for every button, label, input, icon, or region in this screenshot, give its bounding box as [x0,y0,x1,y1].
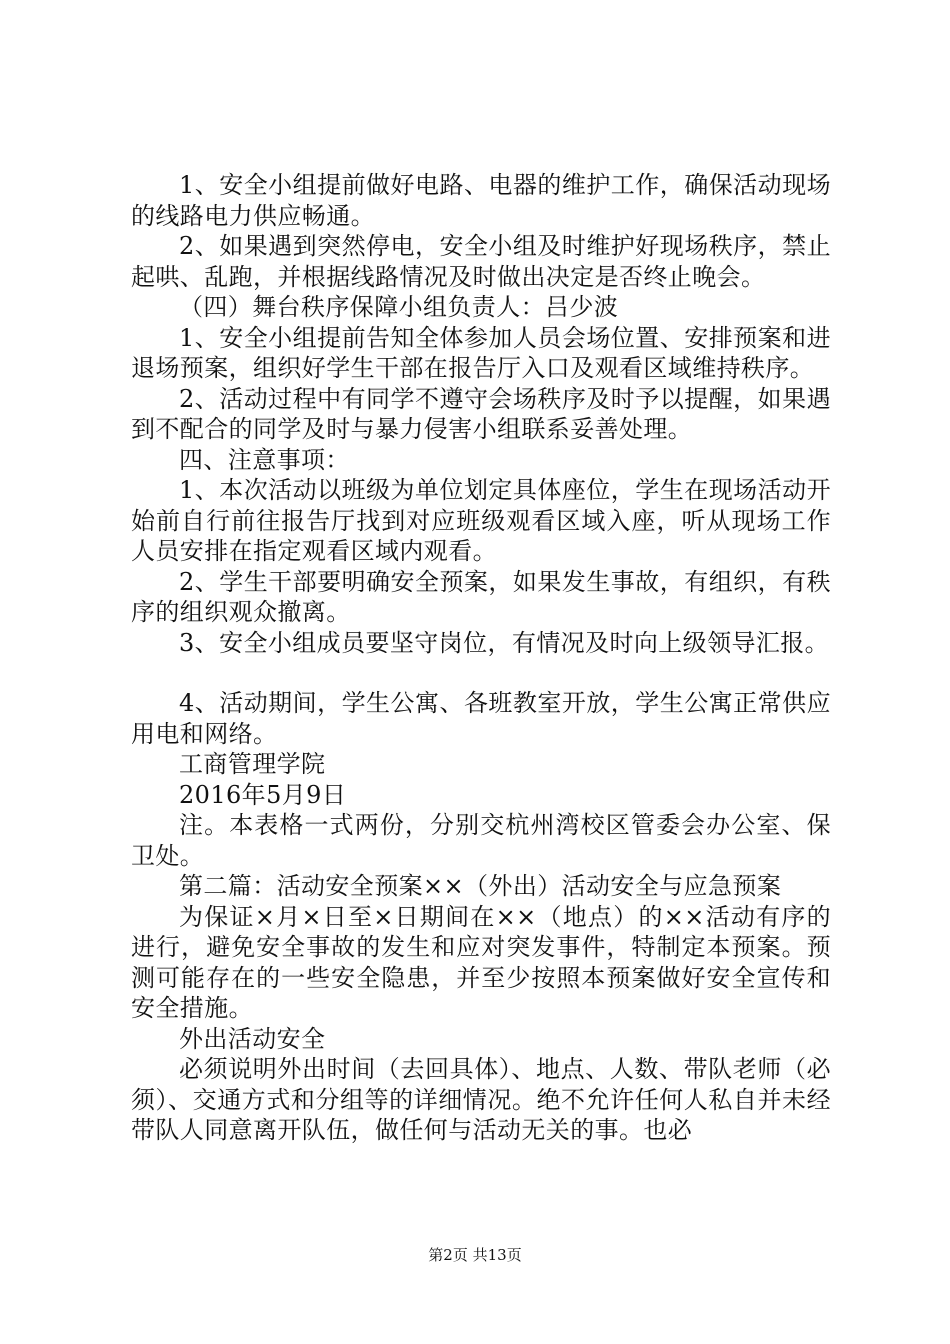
page-footer: 第2页 共13页 [428,1246,522,1264]
paragraph-form-note: 注。本表格一式两份，分别交杭州湾校区管委会办公室、保卫处。 [131,811,831,870]
paragraph-facilities: 4、活动期间，学生公寓、各班教室开放，学生公寓正常供应用电和网络。 [131,689,831,748]
signature-date: 2016年5月9日 [179,780,347,809]
paragraph-order-reminder: 2、活动过程中有同学不遵守会场秩序及时予以提醒，如果遇到不配合的同学及时与暴力侵害小组联系妥善处理。 [131,384,831,443]
paragraph-stage-order-heading: （四）舞台秩序保障小组负责人：吕少波 [179,293,619,321]
signature-organization: 工商管理学院 [179,750,326,778]
document-body [131,170,831,1146]
paragraph-outing-details: 必须说明外出时间（去回具体）、地点、人数、带队老师（必须）、交通方式和分组等的详细情况。绝不允许任何人私自并未经带队人同意离开队伍，做任何与活动无关的事。也必 [131,1055,831,1144]
paragraph-purpose: 为保证×月×日至×日期间在××（地点）的××活动有序的进行，避免安全事故的发生和应对突发事件，特制定本预案。预测可能存在的一些安全隐患，并至少按照本预案做好安全宣传和安全措施。 [131,902,831,1022]
paragraph-evacuation: 2、学生干部要明确安全预案，如果发生事故，有组织，有秩序的组织观众撤离。 [131,567,831,626]
paragraph-venue-notice: 1、安全小组提前告知全体参加人员会场位置、安排预案和进退场预案，组织好学生干部在报告厅入口及观看区域维持秩序。 [131,323,831,382]
section-title-part-two: 第二篇：活动安全预案××（外出）活动安全与应急预案 [179,872,782,900]
paragraph-seating: 1、本次活动以班级为单位划定具体座位，学生在现场活动开始前自行前往报告厅找到对应班级观看区域入座，听从现场工作人员安排在指定观看区域内观看。 [131,476,831,565]
subheading-outing-safety: 外出活动安全 [179,1024,326,1053]
paragraph-duty: 3、安全小组成员要坚守岗位，有情况及时向上级领导汇报。 [179,628,830,657]
paragraph-power-outage: 2、如果遇到突然停电，安全小组及时维护好现场秩序，禁止起哄、乱跑，并根据线路情况及时做出决定是否终止晚会。 [131,232,831,291]
paragraph-power-maintenance: 1、安全小组提前做好电路、电器的维护工作，确保活动现场的线路电力供应畅通。 [131,171,831,230]
paragraph-notes-heading: 四、注意事项： [179,445,350,474]
